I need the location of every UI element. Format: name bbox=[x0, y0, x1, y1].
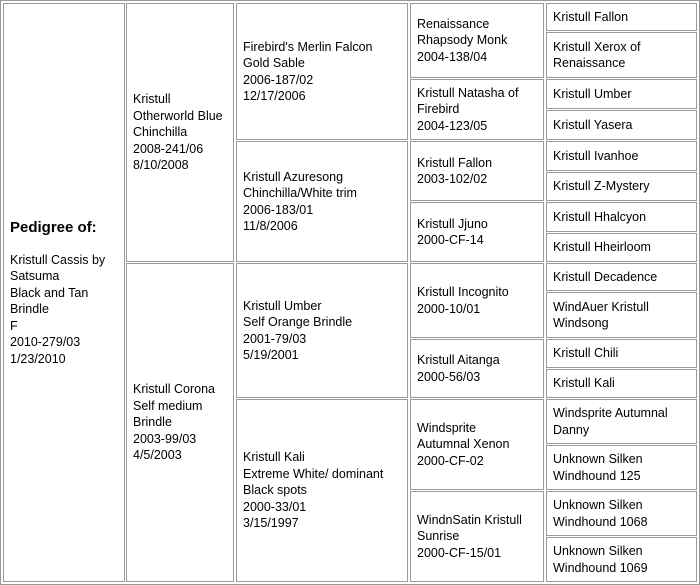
gen4-entry bbox=[546, 339, 697, 368]
entry-line: Firebird bbox=[417, 102, 460, 117]
entry-line: Kristull Azuresong bbox=[243, 169, 344, 184]
subject-line: Black and Tan bbox=[10, 285, 89, 300]
entry-line: 8/10/2008 bbox=[133, 158, 189, 173]
entry-line: Kristull Fallon bbox=[417, 155, 493, 170]
gen3-entry bbox=[410, 263, 544, 338]
entry-line: WindAuer Kristull bbox=[553, 299, 649, 314]
gen4-entry bbox=[546, 110, 697, 140]
entry-line: Black spots bbox=[243, 483, 307, 498]
entry-line: Unknown Silken bbox=[553, 544, 643, 558]
subject-line: Brindle bbox=[10, 302, 49, 317]
entry-line: 2004-123/05 bbox=[417, 118, 488, 133]
gen4-entry bbox=[546, 172, 697, 201]
subject-line: Kristull Cassis by bbox=[10, 252, 106, 267]
gen4-entry bbox=[546, 79, 697, 109]
gen1-sire bbox=[126, 3, 234, 262]
entry-line: Kristull Natasha of bbox=[417, 85, 519, 100]
subject-line: Satsuma bbox=[10, 269, 60, 284]
gen3-entry bbox=[410, 491, 544, 582]
entry-line: Windsong bbox=[553, 316, 609, 330]
entry-line: Gold Sable bbox=[243, 56, 305, 70]
entry-line: Kristull Decadence bbox=[553, 269, 658, 284]
entry-line: Chinchilla/White trim bbox=[243, 186, 357, 200]
pedigree-subject bbox=[3, 3, 125, 582]
entry-line: 2004-138/04 bbox=[417, 49, 488, 64]
entry-line: Extreme White/ dominant bbox=[243, 466, 384, 481]
entry-line: Kristull Yasera bbox=[553, 117, 633, 132]
entry-line: Kristull Jjuno bbox=[417, 216, 488, 231]
gen2-entry bbox=[236, 3, 408, 140]
gen3-entry bbox=[410, 202, 544, 262]
entry-line: Kristull Z-Mystery bbox=[553, 179, 650, 194]
gen2-entry bbox=[236, 263, 408, 398]
subject-line: F bbox=[10, 318, 18, 333]
entry-line: Kristull Hheirloom bbox=[553, 240, 651, 255]
entry-line: 11/8/2006 bbox=[243, 219, 298, 233]
entry-line: Unknown Silken bbox=[553, 452, 643, 466]
gen4-entry bbox=[546, 202, 697, 232]
gen4-entry bbox=[546, 537, 697, 582]
gen2-entry bbox=[236, 399, 408, 582]
entry-line: Unknown Silken bbox=[553, 498, 643, 512]
entry-line: Otherworld Blue bbox=[133, 108, 223, 123]
gen4-entry bbox=[546, 369, 697, 398]
entry-line: Windhound 1068 bbox=[553, 514, 648, 529]
entry-line: 2001-79/03 bbox=[243, 331, 307, 346]
gen4-entry bbox=[546, 141, 697, 171]
entry-line: Windhound 1069 bbox=[553, 560, 648, 575]
entry-line: Kristull bbox=[133, 92, 171, 107]
entry-line: Danny bbox=[553, 422, 590, 437]
entry-line: 2003-102/02 bbox=[417, 172, 488, 186]
entry-line: 5/19/2001 bbox=[243, 348, 299, 362]
gen4-entry bbox=[546, 399, 697, 444]
entry-line: Kristull Xerox of bbox=[553, 39, 641, 54]
entry-line: Chinchilla bbox=[133, 125, 188, 140]
entry-line: Self medium bbox=[133, 398, 203, 413]
entry-line: WindnSatin Kristull bbox=[417, 512, 522, 527]
gen3-entry bbox=[410, 399, 544, 490]
entry-line: Windsprite bbox=[417, 420, 477, 435]
entry-line: Renaissance bbox=[553, 56, 626, 70]
entry-line: Kristull Kali bbox=[553, 376, 615, 391]
entry-line: 2000-33/01 bbox=[243, 499, 307, 514]
entry-line: 2000-10/01 bbox=[417, 301, 481, 316]
gen3-entry bbox=[410, 79, 544, 140]
gen3-entry bbox=[410, 141, 544, 201]
entry-line: 2006-187/02 bbox=[243, 72, 314, 87]
entry-line: Kristull Incognito bbox=[417, 285, 509, 299]
gen4-entry bbox=[546, 233, 697, 262]
entry-line: Autumnal Xenon bbox=[417, 437, 510, 452]
entry-line: 2000-CF-14 bbox=[417, 233, 484, 247]
entry-line: Kristull Umber bbox=[243, 298, 322, 313]
entry-line: Windsprite Autumnal bbox=[553, 406, 668, 420]
entry-line: Kristull Umber bbox=[553, 86, 632, 101]
entry-line: 2000-CF-15/01 bbox=[417, 545, 502, 560]
pedigree-heading: Pedigree of: bbox=[10, 218, 97, 236]
gen4-entry bbox=[546, 445, 697, 490]
gen4-entry bbox=[546, 491, 697, 536]
entry-line: 2003-99/03 bbox=[133, 431, 197, 446]
subject-line: 1/23/2010 bbox=[10, 351, 66, 366]
entry-line: Brindle bbox=[133, 415, 172, 430]
entry-line: 4/5/2003 bbox=[133, 448, 182, 463]
entry-line: 3/15/1997 bbox=[243, 516, 299, 531]
gen2-entry bbox=[236, 141, 408, 262]
entry-line: Firebird's Merlin Falcon bbox=[243, 39, 373, 54]
gen4-entry bbox=[546, 292, 697, 338]
entry-line: 12/17/2006 bbox=[243, 89, 306, 103]
gen4-entry bbox=[546, 263, 697, 291]
gen4-entry bbox=[546, 32, 697, 78]
entry-line: Kristull Chili bbox=[553, 346, 619, 361]
gen3-entry bbox=[410, 339, 544, 398]
entry-line: 2000-CF-02 bbox=[417, 453, 484, 468]
gen3-entry bbox=[410, 3, 544, 78]
entry-line: Kristull Fallon bbox=[553, 9, 629, 24]
entry-line: Windhound 125 bbox=[553, 468, 641, 483]
entry-line: Self Orange Brindle bbox=[243, 315, 353, 329]
entry-line: Kristull Corona bbox=[133, 382, 215, 397]
gen1-dam bbox=[126, 263, 234, 582]
entry-line: Rhapsody Monk bbox=[417, 33, 508, 48]
entry-line: 2006-183/01 bbox=[243, 202, 314, 217]
entry-line: Kristull Kali bbox=[243, 450, 305, 465]
subject-line: 2010-279/03 bbox=[10, 335, 81, 350]
entry-line: Kristull Ivanhoe bbox=[553, 148, 639, 163]
entry-line: Sunrise bbox=[417, 529, 460, 544]
gen4-entry bbox=[546, 3, 697, 31]
entry-line: Kristull Aitanga bbox=[417, 353, 500, 367]
entry-line: 2008-241/06 bbox=[133, 141, 204, 156]
entry-line: Kristull Hhalcyon bbox=[553, 209, 647, 224]
entry-line: Renaissance bbox=[417, 16, 490, 31]
entry-line: 2000-56/03 bbox=[417, 369, 481, 384]
